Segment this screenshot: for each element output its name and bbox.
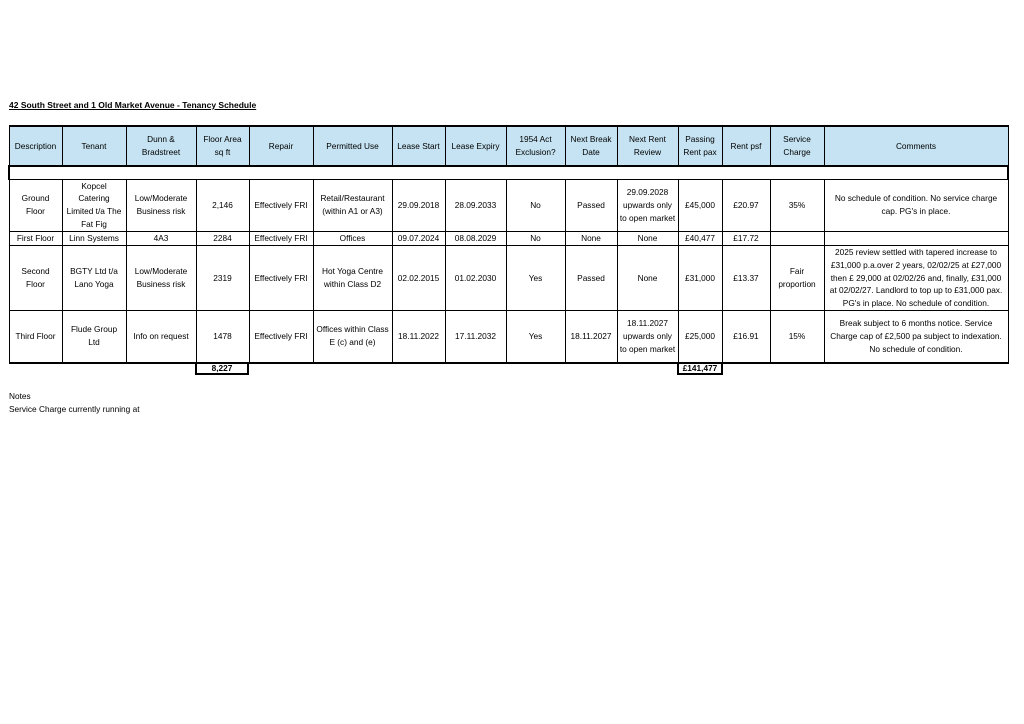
notes-line: Service Charge currently running at: [9, 404, 140, 414]
cell-next-rent-review: None: [617, 231, 678, 245]
total-passing-rent: £141,477: [677, 362, 723, 375]
cell-next-rent-review: 18.11.2027 upwards only to open market: [617, 311, 678, 363]
notes-section: [9, 390, 140, 416]
notes-heading: Notes: [9, 391, 31, 401]
header-permitted-use: Permitted Use: [313, 126, 392, 166]
header-passing-rent: Passing Rent pax: [678, 126, 722, 166]
cell-repair: Effectively FRI: [249, 179, 313, 231]
cell-tenant: Linn Systems: [62, 231, 126, 245]
cell-comments: 2025 review settled with tapered increase to £31,000 p.a.over 2 years, 02/02/25 at £27,000 then £ 29,000 at 02/02/26 and, finally, £31,000 at 02/02/27. Landlord to top up to £31,000 pax. PG's in place. No schedule of condition.: [824, 245, 1008, 310]
cell-description: Third Floor: [9, 311, 62, 363]
header-dunn-bradstreet: Dunn & Bradstreet: [126, 126, 196, 166]
cell-lease-start: 29.09.2018: [392, 179, 445, 231]
cell-description: Second Floor: [9, 245, 62, 310]
total-floor-area: 8,227: [195, 362, 249, 375]
cell-repair: Effectively FRI: [249, 245, 313, 310]
cell-repair: Effectively FRI: [249, 231, 313, 245]
cell-1954-act: Yes: [506, 245, 565, 310]
header-1954-act: 1954 Act Exclusion?: [506, 126, 565, 166]
cell-permitted-use: Offices: [313, 231, 392, 245]
cell-tenant: Kopcel Catering Limited t/a The Fat Fig: [62, 179, 126, 231]
table-row: [9, 231, 1008, 245]
cell-comments: [824, 231, 1008, 245]
cell-permitted-use: Hot Yoga Centre within Class D2: [313, 245, 392, 310]
cell-1954-act: Yes: [506, 311, 565, 363]
header-description: Description: [9, 126, 62, 166]
cell-lease-expiry: 08.08.2029: [445, 231, 506, 245]
cell-dunn-bradstreet: 4A3: [126, 231, 196, 245]
cell-permitted-use: Retail/Restaurant (within A1 or A3): [313, 179, 392, 231]
cell-passing-rent: £25,000: [678, 311, 722, 363]
header-lease-expiry: Lease Expiry: [445, 126, 506, 166]
cell-rent-psf: £13.37: [722, 245, 770, 310]
cell-passing-rent: £40,477: [678, 231, 722, 245]
cell-comments: No schedule of condition. No service charge cap. PG's in place.: [824, 179, 1008, 231]
cell-next-break: 18.11.2027: [565, 311, 617, 363]
header-tenant: Tenant: [62, 126, 126, 166]
cell-passing-rent: £31,000: [678, 245, 722, 310]
header-repair: Repair: [249, 126, 313, 166]
cell-tenant: BGTY Ltd t/a Lano Yoga: [62, 245, 126, 310]
header-rent-psf: Rent psf: [722, 126, 770, 166]
cell-lease-expiry: 28.09.2033: [445, 179, 506, 231]
header-row: [9, 126, 1008, 166]
cell-description: Ground Floor: [9, 179, 62, 231]
cell-service-charge: 15%: [770, 311, 824, 363]
header-next-rent-review: Next Rent Review: [617, 126, 678, 166]
cell-service-charge: 35%: [770, 179, 824, 231]
tenancy-schedule-table: [8, 125, 1009, 364]
cell-tenant: Flude Group Ltd: [62, 311, 126, 363]
cell-next-break: Passed: [565, 245, 617, 310]
cell-comments: Break subject to 6 months notice. Service Charge cap of £2,500 pa subject to indexation. No schedule of condition.: [824, 311, 1008, 363]
header-service-charge: Service Charge: [770, 126, 824, 166]
cell-1954-act: No: [506, 231, 565, 245]
cell-next-rent-review: None: [617, 245, 678, 310]
table-row: [9, 179, 1008, 231]
table-row: [9, 245, 1008, 310]
cell-rent-psf: £17.72: [722, 231, 770, 245]
cell-lease-start: 02.02.2015: [392, 245, 445, 310]
cell-rent-psf: £20.97: [722, 179, 770, 231]
cell-lease-start: 09.07.2024: [392, 231, 445, 245]
cell-service-charge: [770, 231, 824, 245]
cell-dunn-bradstreet: Info on request: [126, 311, 196, 363]
cell-repair: Effectively FRI: [249, 311, 313, 363]
cell-next-rent-review: 29.09.2028 upwards only to open market: [617, 179, 678, 231]
cell-rent-psf: £16.91: [722, 311, 770, 363]
cell-lease-expiry: 17.11.2032: [445, 311, 506, 363]
cell-permitted-use: Offices within Class E (c) and (e): [313, 311, 392, 363]
cell-next-break: None: [565, 231, 617, 245]
cell-lease-expiry: 01.02.2030: [445, 245, 506, 310]
cell-1954-act: No: [506, 179, 565, 231]
header-next-break: Next Break Date: [565, 126, 617, 166]
page-title: 42 South Street and 1 Old Market Avenue - Tenancy Schedule: [9, 100, 257, 110]
cell-passing-rent: £45,000: [678, 179, 722, 231]
cell-floor-area: 1478: [196, 311, 249, 363]
header-lease-start: Lease Start: [392, 126, 445, 166]
spacer-row: [9, 166, 1008, 179]
table-row: [9, 311, 1008, 363]
cell-next-break: Passed: [565, 179, 617, 231]
header-comments: Comments: [824, 126, 1008, 166]
cell-floor-area: 2319: [196, 245, 249, 310]
cell-lease-start: 18.11.2022: [392, 311, 445, 363]
cell-floor-area: 2,146: [196, 179, 249, 231]
cell-floor-area: 2284: [196, 231, 249, 245]
header-floor-area: Floor Area sq ft: [196, 126, 249, 166]
cell-service-charge: Fair proportion: [770, 245, 824, 310]
cell-dunn-bradstreet: Low/Moderate Business risk: [126, 179, 196, 231]
cell-description: First Floor: [9, 231, 62, 245]
cell-dunn-bradstreet: Low/Moderate Business risk: [126, 245, 196, 310]
